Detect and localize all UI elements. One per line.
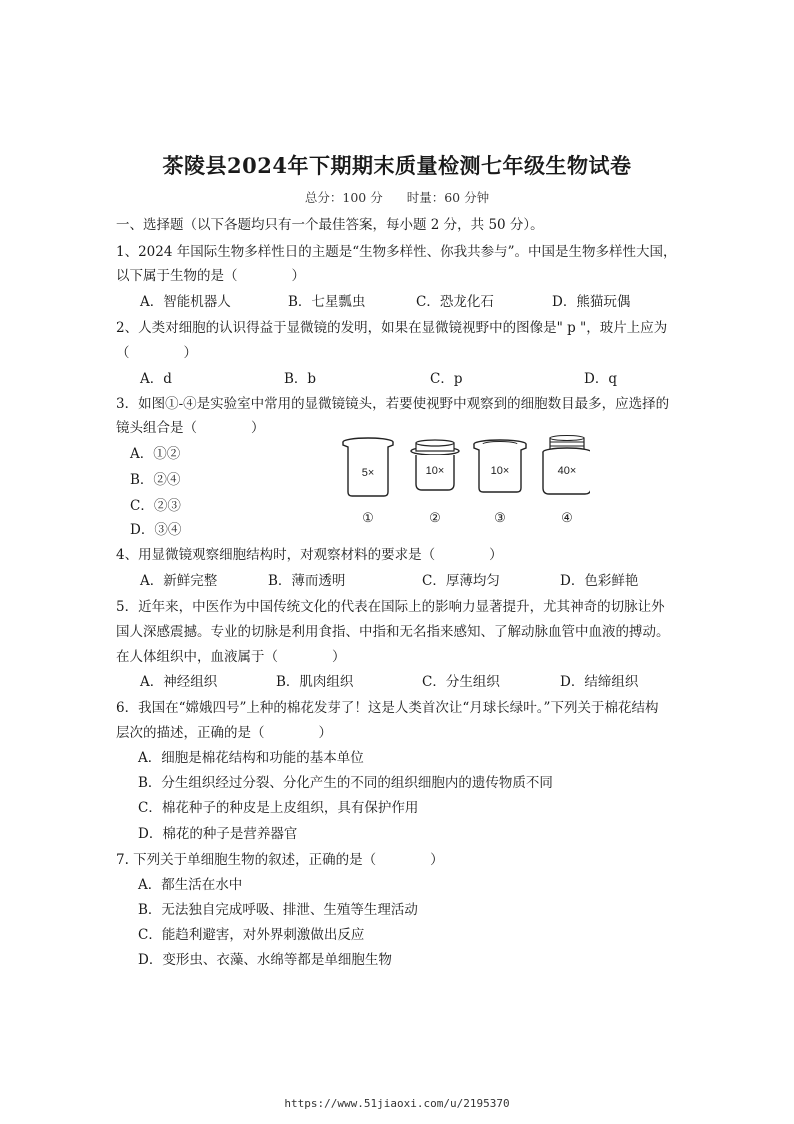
q7-option-c: C．能趋利避害，对外界刺激做出反应 [138,927,365,943]
q7-option-d: D．变形虫、衣藻、水绵等都是单细胞生物 [138,952,392,968]
lens-3 [474,440,526,525]
lens-1-number: ① [362,510,374,525]
lens-1 [343,438,393,525]
lens-2-number: ② [429,510,441,525]
q5-option-d: D．结缔组织 [560,674,639,690]
q5-stem-line2: 国人深感震撼。专业的切脉是利用食指、中指和无名指来感知、了解动脉血管中血液的搏动。 [116,624,670,640]
lens-1-magnification: 5× [361,467,375,479]
q2-stem-line1: 2、人类对细胞的认识得益于显微镜的发明，如果在显微镜视野中的图像是" p "，玻片上应为 [116,320,668,336]
q3-option-a: A．①② [130,446,181,462]
q2-option-a: A．d [140,371,172,387]
lens-3-magnification: 10× [490,465,510,477]
q1-stem-line1: 1、2024 年国际生物多样性日的主题是“生物多样性、你我共参与”。中国是生物多样性大国， [116,244,677,260]
exam-title: 茶陵县2024年下期期末质量检测七年级生物试卷 [162,153,632,178]
q6-stem-line2: 层次的描述，正确的是（ ） [116,725,332,741]
q7-option-b: B．无法独自完成呼吸、排泄、生殖等生理活动 [138,902,418,918]
q3-option-b: B．②④ [130,472,181,488]
q2-option-b: B．b [284,371,317,387]
q2-option-c: C．p [430,371,463,387]
q6-stem-line1: 6．我国在“嫦娥四号”上种的棉花发芽了！这是人类首次让“月球长绿叶。”下列关于棉花结构 [116,700,659,716]
q3-option-d: D．③④ [130,522,182,538]
q4-option-b: B．薄而透明 [268,573,346,589]
q6-option-b: B．分生组织经过分裂、分化产生的不同的组织细胞内的遗传物质不同 [138,775,553,791]
lens-4-magnification: 40× [557,465,577,477]
total-score: 总分：100 分 [304,190,383,205]
q4-stem-line1: 4、用显微镜观察细胞结构时，对观察材料的要求是（ ） [116,547,503,563]
q2-option-d: D．q [584,371,617,387]
time-limit: 时量：60 分钟 [406,190,490,205]
q5-option-c: C．分生组织 [422,674,500,690]
exam-meta [0,188,794,206]
q5-option-a: A．神经组织 [140,674,218,690]
lens-diagram [340,434,590,530]
q3-stem-line2: 镜头组合是（ ） [116,420,265,436]
q4-option-a: A．新鲜完整 [140,573,218,589]
q1-option-b: B．七星瓢虫 [288,294,366,310]
q5-stem-line3: 在人体组织中，血液属于（ ） [116,649,346,665]
lens-3-number: ③ [494,510,506,525]
q7-option-a: A．都生活在水中 [138,877,243,893]
lens-2 [411,440,459,525]
q4-option-d: D．色彩鲜艳 [560,573,639,589]
q6-option-d: D．棉花的种子是营养器官 [138,826,298,842]
section-heading: 一、选择题（以下各题均只有一个最佳答案，每小题 2 分，共 50 分）。 [116,217,544,233]
q6-option-c: C．棉花种子的种皮是上皮组织，具有保护作用 [138,800,419,816]
q3-stem-line1: 3．如图①-④是实验室中常用的显微镜镜头，若要使视野中观察到的细胞数目最多，应选择的 [116,396,670,412]
q1-option-c: C．恐龙化石 [416,294,494,310]
q6-option-a: A．细胞是棉花结构和功能的基本单位 [138,750,364,766]
q1-option-a: A．智能机器人 [140,294,231,310]
q5-option-b: B．肌肉组织 [276,674,354,690]
lens-2-magnification: 10× [425,465,445,477]
q1-stem-line2: 以下属于生物的是（ ） [116,268,305,284]
q2-stem-line2: （ ） [116,345,197,361]
lens-4 [543,436,590,526]
q7-stem-line1: 7. 下列关于单细胞生物的叙述，正确的是（ ） [116,852,444,868]
lens-4-number: ④ [561,510,573,525]
q1-option-d: D．熊猫玩偶 [552,294,631,310]
q4-option-c: C．厚薄均匀 [422,573,500,589]
footer-url[interactable]: https://www.51jiaoxi.com/u/2195370 [284,1097,510,1110]
q3-option-c: C．②③ [130,498,181,514]
q5-stem-line1: 5．近年来，中医作为中国传统文化的代表在国际上的影响力显著提升，尤其神奇的切脉让外 [116,599,665,615]
